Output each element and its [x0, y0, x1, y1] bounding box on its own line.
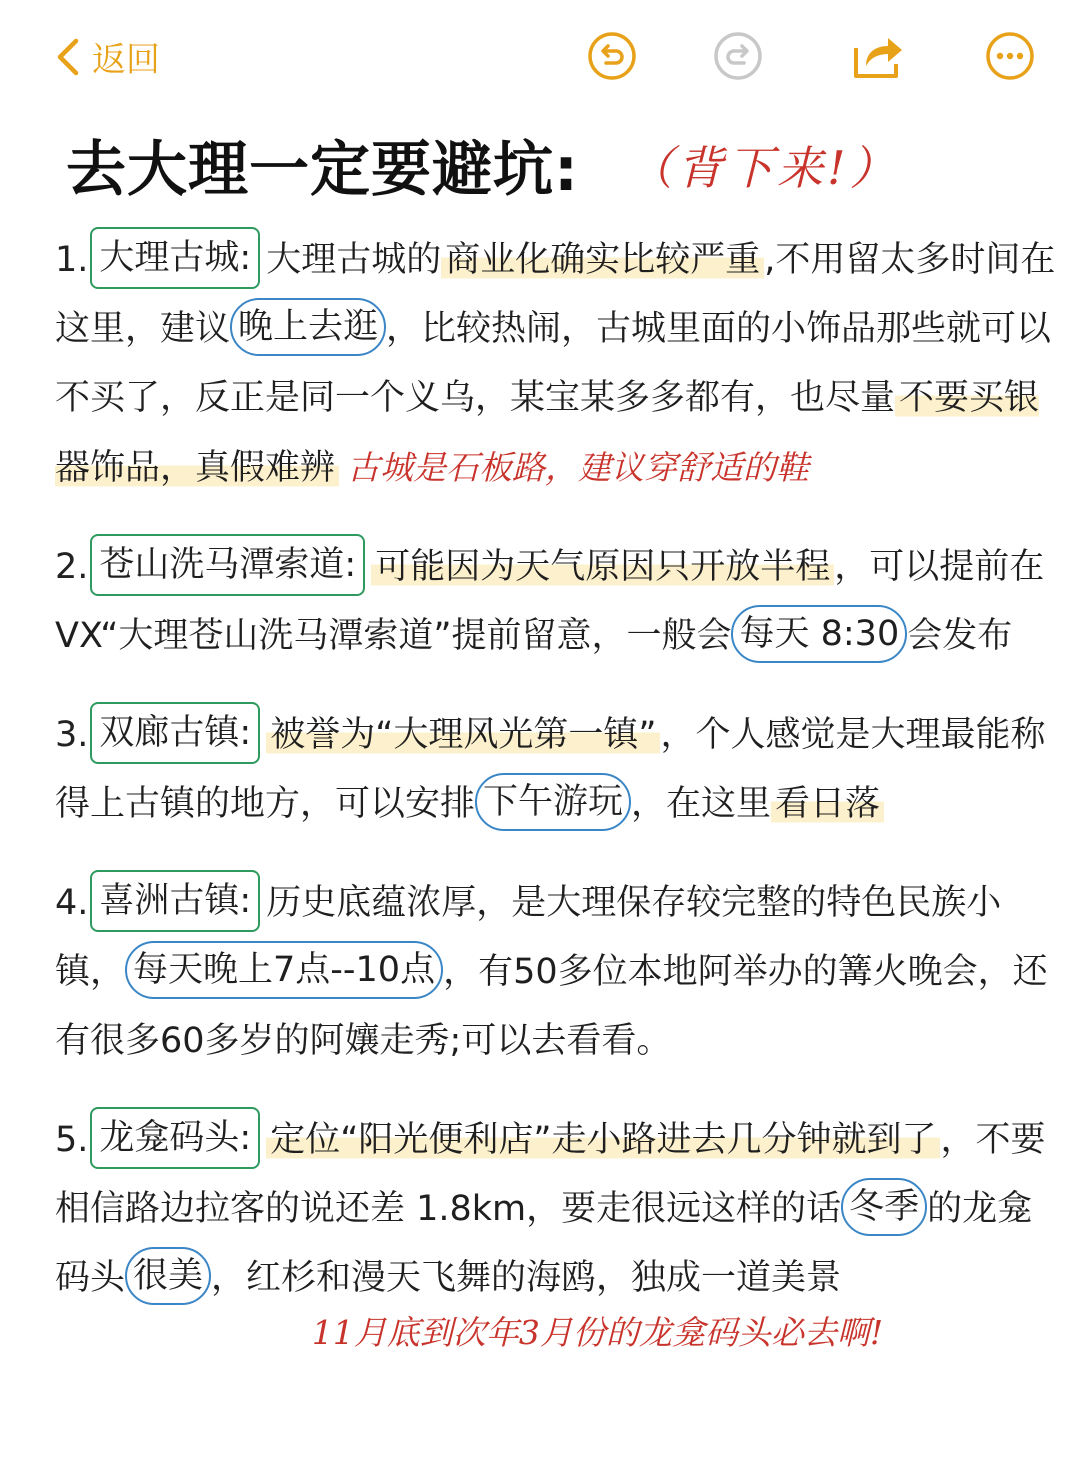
undo-button[interactable] [586, 30, 638, 82]
item-number: 5. [55, 1120, 89, 1160]
circled-text: 每天 8:30 [731, 605, 907, 663]
highlight-text: 不要买银器饰品，真假难辨 [55, 378, 1040, 488]
share-icon [852, 30, 904, 82]
place-tag: 龙龛码头: [90, 1107, 260, 1169]
item-number: 2. [55, 547, 89, 587]
redo-button[interactable] [712, 30, 764, 82]
highlight-text: 看日落 [771, 784, 884, 824]
tip-item-2 [55, 533, 1060, 671]
item-number: 4. [55, 883, 89, 923]
toolbar [0, 0, 1080, 115]
note-body [55, 226, 1060, 1357]
highlight-text: 可能因为天气原因只开放半程 [371, 547, 834, 587]
item-text: 大理古城的 [266, 240, 442, 280]
redo-icon [712, 30, 764, 82]
tip-item-1 [55, 226, 1060, 503]
place-tag: 双廊古镇: [90, 702, 260, 764]
item-text: ，可以提前在 VX“大理苍山洗马潭索道”提前留意，一般会 [55, 547, 1045, 656]
item-text: ,不用留太多时间在这里，建议 [55, 240, 1056, 349]
tip-item-4 [55, 869, 1060, 1076]
tip-item-3 [55, 701, 1060, 839]
item-text: ，比较热闹，古城里面的小饰品那些就可以不买了，反正是同一个义乌，某宝某多多都有，也尽量 [55, 309, 1052, 418]
highlight-text: 定位“阳光便利店”走小路进去几分钟就到了 [266, 1120, 940, 1160]
share-button[interactable] [852, 30, 904, 82]
more-icon [984, 30, 1036, 82]
item-number: 3. [55, 715, 89, 755]
back-button[interactable] [50, 32, 160, 81]
undo-icon [586, 30, 638, 82]
item-text: 历史底蕴浓厚，是大理保存较完整的特色民族小镇， [55, 883, 1002, 992]
item-text: ，不要相信路边拉客的说还差 1.8km，要走很远这样的话 [55, 1120, 1046, 1229]
item-text: ，个人感觉是大理最能称得上古镇的地方，可以安排 [55, 715, 1046, 824]
handwritten-title-note: （背下来!） [627, 141, 900, 195]
item-text: ，在这里 [631, 784, 772, 824]
highlight-text: 商业化确实比较严重 [441, 240, 764, 280]
more-button[interactable] [984, 30, 1036, 82]
back-label: 返回 [92, 40, 160, 80]
tip-item-5 [55, 1106, 1060, 1357]
place-tag: 大理古城: [90, 227, 260, 289]
chevron-left-icon [50, 35, 84, 79]
page-title: 去大理一定要避坑: [66, 135, 579, 205]
circled-text: 下午游玩 [475, 773, 631, 831]
handwritten-note: 古城是石板路，建议穿舒适的鞋 [347, 448, 810, 487]
item-number: 1. [55, 240, 89, 280]
item-text: 会发布 [907, 616, 1013, 656]
place-tag: 喜洲古镇: [90, 870, 260, 932]
circled-text: 晚上去逛 [230, 298, 386, 356]
circled-text: 冬季 [841, 1178, 927, 1236]
place-tag: 苍山洗马潭索道: [90, 534, 365, 596]
highlight-text: 被誉为“大理风光第一镇” [266, 715, 660, 755]
handwritten-note: 11月底到次年3月份的龙龛码头必去啊! [311, 1313, 884, 1352]
circled-text: 很美 [125, 1247, 211, 1305]
circled-text: 每天晚上7点--10点 [125, 941, 443, 999]
item-text: 的龙龛码头 [55, 1189, 1033, 1298]
item-text: ，红杉和漫天飞舞的海鸥，独成一道美景 [211, 1258, 842, 1298]
item-text: ，有50多位本地阿举办的篝火晚会，还有很多60多岁的阿孃走秀;可以去看看。 [55, 952, 1048, 1061]
title-row [66, 120, 1026, 210]
